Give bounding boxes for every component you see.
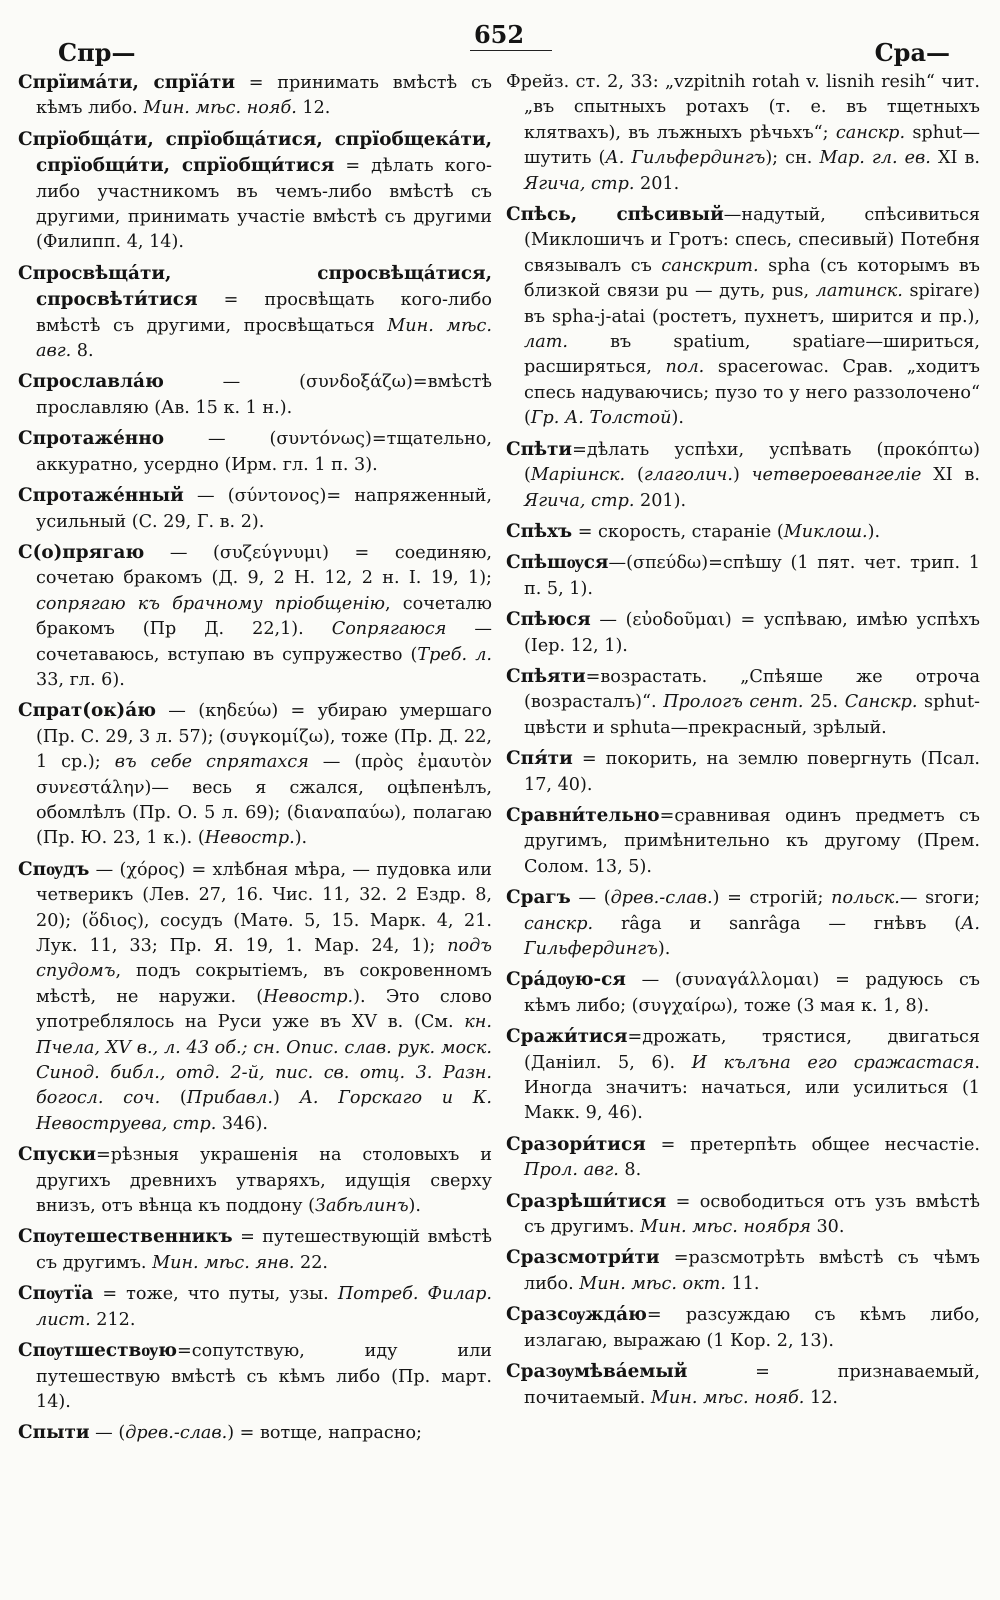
entry-headword: Спѹдъ	[18, 858, 90, 880]
entry-text: = тоже, что путы, узы.	[93, 1284, 338, 1305]
entry-italic-text: А. Гильфердингъ	[605, 148, 766, 169]
dictionary-entry	[506, 885, 980, 962]
entry-text: XI в.	[930, 148, 980, 169]
entry-italic-text: Маріинск.	[530, 465, 626, 486]
entry-text: 8.	[71, 341, 94, 362]
entry-text: = покорить, на землю повергнуть (Псал. 17, 40).	[524, 749, 980, 795]
entry-italic-text: подъ спудомъ	[36, 936, 492, 982]
entry-text: — сочетаваюсь, вступаю въ супружество (	[36, 619, 492, 665]
dictionary-entry	[506, 1359, 980, 1411]
entry-text: = разсуждаю съ кѣмъ либо, излагаю, выражаю (1 Кор. 2, 13).	[524, 1305, 980, 1351]
entry-headword: Спротаже́нный	[18, 485, 184, 507]
dictionary-entry	[506, 70, 980, 197]
entry-text: = претерпѣть общее несчастіе.	[645, 1134, 980, 1155]
entry-italic-text: Ягича, стр.	[524, 490, 635, 511]
entry-text: spacerowac. Срав. „ходитъ спесь надуваючись; пузо то у него раззолочено“ (	[524, 357, 980, 429]
entry-text: 22.	[294, 1252, 329, 1273]
entry-headword: Спѹтешественникъ	[18, 1226, 233, 1248]
dictionary-entry	[506, 1189, 980, 1241]
entry-headword: Спротаже́нно	[18, 428, 164, 450]
entry-headword: Сразсѹжда́ю	[506, 1304, 647, 1326]
entry-text: 12.	[296, 98, 331, 119]
entry-text: = просвѣщать кого-либо вмѣстѣ съ другими, просвѣщаться	[36, 290, 492, 336]
entry-headword: Спуски	[18, 1144, 96, 1166]
entry-italic-text: польск.	[831, 888, 900, 909]
dictionary-entry	[18, 70, 492, 122]
entry-headword: Спѣсь, спѣсивый	[506, 204, 724, 226]
dictionary-entry	[18, 857, 492, 1137]
entry-text: = принимать вмѣстѣ съ кѣмъ либо.	[36, 73, 492, 119]
entry-text: =дѣлать успѣхи, успѣвать (προκόπτω) (	[524, 439, 980, 486]
entry-italic-text: санскр.	[835, 122, 906, 143]
dictionary-entry	[506, 967, 980, 1019]
dictionary-entry	[506, 550, 980, 602]
entry-headword: Спѣюся	[506, 609, 591, 631]
entry-text: spirare) въ spha-j-atai (ростетъ, пухнетъ, ширится и пр.),	[524, 281, 980, 327]
entry-italic-text: Прол. авг.	[524, 1160, 619, 1181]
entry-italic-text: глаголич.	[643, 465, 733, 486]
entry-headword: Спѣти	[506, 438, 573, 460]
page-number-rule	[470, 50, 552, 51]
entry-text: XI в.	[921, 465, 980, 486]
entry-italic-text: Санскр.	[844, 692, 918, 713]
dictionary-entry	[18, 127, 492, 256]
entry-text: Фрейз. ст. 2, 33: „vzpitnih rotah v. lisnih resih“ чит. „въ спытныхъ ротахъ (т. е. въ тщетныхъ клятвахъ), въ лъжныхъ рѣчьхъ“;	[506, 72, 980, 143]
dictionary-entry	[506, 664, 980, 741]
dictionary-entry	[506, 437, 980, 514]
entry-headword: Спѣшѹся	[506, 552, 609, 574]
entry-italic-text: Гр. А. Толстой	[530, 408, 672, 429]
entry-italic-text: Мин. мѣс. янв.	[152, 1252, 295, 1273]
dictionary-entry	[18, 261, 492, 365]
dictionary-entry	[506, 1245, 980, 1297]
dictionary-entry	[18, 483, 492, 535]
entry-text: =дрожать, трястися, двигаться (Даніил. 5, 6).	[524, 1027, 980, 1073]
dictionary-entry	[18, 1420, 492, 1446]
entry-text: въ spatium, spatiare—шириться, расширяться,	[524, 332, 980, 378]
entry-italic-text: Забѣлинъ	[314, 1196, 409, 1217]
entry-headword: Спѣхъ	[506, 520, 573, 542]
entry-headword: Спрославла́ю	[18, 371, 164, 393]
entry-text: = скорость, стараніе (	[572, 521, 784, 542]
entry-text: ). Это слово употреблялось на Руси уже въ XV в. (См.	[36, 986, 492, 1033]
entry-text: 33, гл. 6).	[36, 669, 125, 690]
entry-italic-text: Мин. мѣс. нояб.	[143, 98, 297, 119]
entry-italic-text: Мин. мѣс. ноября	[640, 1217, 811, 1238]
entry-text: )	[732, 465, 752, 486]
entry-text: 11.	[725, 1273, 760, 1294]
entry-text: (	[625, 465, 644, 486]
entry-italic-text: латинск.	[815, 281, 903, 302]
entry-text: = путешествующій вмѣстѣ съ другимъ.	[36, 1227, 492, 1273]
entry-italic-text: Мар. гл. ев.	[819, 148, 931, 169]
entry-text: 212.	[90, 1309, 136, 1330]
entry-italic-text: А. Горскаго и К. Невоструева, стр.	[36, 1088, 493, 1134]
entry-italic-text: Треб. л.	[417, 644, 492, 665]
entry-headword: Спѣяти	[506, 665, 586, 687]
dictionary-entry	[18, 1338, 492, 1415]
entry-text: — (συναγάλλομαι) = радуюсь съ кѣмъ либо; (συγχαίρω), тоже (3 мая к. 1, 8).	[524, 970, 980, 1016]
entry-text: =рѣзныя украшенія на столовыхъ и другихъ древнихъ утваряхъ, идущія сверху внизъ, отъ вѣнца къ поддону (	[36, 1145, 492, 1217]
entry-headword: Сразсмотри́ти	[506, 1247, 660, 1269]
dictionary-entry	[506, 202, 980, 432]
dictionary-entry	[18, 540, 492, 693]
entry-text: sphut— шутить (	[524, 122, 980, 169]
entry-italic-text: въ себе спрятахся	[114, 752, 309, 773]
entry-italic-text: И кълъна его сражастася	[691, 1052, 975, 1073]
entry-text: —(σπεύδω)=спѣшу (1 пят. чет. трип. 1 п. 5, 1).	[524, 553, 980, 599]
entry-italic-text: санскр.	[524, 913, 594, 934]
dictionary-entry	[506, 607, 980, 659]
dictionary-entry	[18, 1224, 492, 1276]
dictionary-entry	[506, 803, 980, 880]
entry-headword: Спрат(ок)а́ю	[18, 700, 156, 722]
entry-text: — (συντόνως)=тщательно, аккуратно, усердно (Ирм. гл. 1 п. 3).	[36, 429, 492, 475]
entry-text: =возрастать. „Спѣяше же отроча (возрасталъ)“.	[524, 666, 980, 713]
entry-headword: Спя́ти	[506, 748, 573, 770]
entry-italic-text: Невостр.	[263, 986, 354, 1007]
dictionary-entry	[506, 1024, 980, 1127]
entry-italic-text: Ягича, стр.	[524, 173, 635, 194]
entry-text: 346).	[216, 1113, 268, 1134]
entry-italic-text: кн. Пчела, XV в., л. 43 об.; сн. Опис. слав. рук. моск. Синод. библ., отд. 2-й, пис. св. отц. 3. Разн. богосл. соч.	[36, 1012, 492, 1109]
entry-headword: Спрїобща́ти, спрїобща́тися, спрїобщека́ти, спрїобщи́ти, спрїобщи́тися	[18, 128, 492, 177]
page-header	[18, 18, 980, 70]
dictionary-entry	[18, 698, 492, 851]
entry-italic-text: Мин. мѣс. окт.	[579, 1273, 726, 1294]
entry-headword: Спросвѣща́ти, спросвѣща́тися, спросвѣти́тися	[18, 262, 492, 311]
entry-headword: Сразори́тися	[506, 1133, 646, 1155]
entry-italic-text: Невостр.	[204, 828, 295, 849]
entry-text: — (συζεύγνυμι) = соединяю, сочетаю бракомъ (Д. 9, 2 Н. 12, 2 н. I. 19, 1);	[36, 542, 492, 589]
entry-text: =разсмотрѣть вмѣстѣ съ чѣмъ либо.	[524, 1248, 980, 1294]
right-column	[506, 70, 980, 1452]
entry-text: — (χόρος) = хлѣбная мѣра, — пудовка или четверикъ (Лев. 27, 16. Чис. 11, 32. 2 Ездр. 8, 20); (ὅδιος), сосудъ (Матѳ. 5, 15. Марк. 4, 21. Лук. 11, 33; Пр. Я. 19, 1. Мар. 24, 1);	[36, 859, 492, 956]
entry-text: râga и sanrâga — гнѣвъ (	[593, 913, 962, 934]
dictionary-entry	[506, 1302, 980, 1354]
guide-word-left: Спр—	[58, 38, 136, 67]
entry-text: — (	[570, 888, 611, 909]
entry-italic-text: пол.	[665, 357, 705, 378]
entry-headword: Спрїима́ти, спрїа́ти	[18, 72, 235, 93]
entry-text: — (εὐοδοῦμαι) = успѣваю, имѣю успѣхъ (Іер. 12, 1).	[524, 610, 980, 656]
entry-headword: Спѹтшествѹю	[18, 1340, 178, 1362]
entry-text: )	[272, 1088, 300, 1109]
entry-headword: Сразѹмѣва́емый	[506, 1361, 688, 1383]
entry-italic-text: лат.	[524, 332, 568, 353]
entry-text: , сочеталю бракомъ (Пр Д. 22,1).	[36, 593, 492, 640]
entry-text: ).	[408, 1196, 422, 1217]
entry-text: 201).	[634, 490, 687, 511]
entry-italic-text: Сопрягаюся	[331, 619, 447, 640]
page-number: 652	[473, 20, 525, 49]
dictionary-entry	[18, 369, 492, 421]
entry-text: ).	[867, 521, 881, 542]
entry-headword: Сра́дѹю-ся	[506, 969, 626, 991]
entry-text: = освободиться отъ узъ вмѣстѣ съ другимъ.	[524, 1191, 980, 1238]
entry-text: sphut- цвѣсти и sphuta—прекрасный, зрѣлый.	[524, 692, 981, 738]
dictionary-entry	[506, 746, 980, 798]
dictionary-entry	[506, 1132, 980, 1184]
left-column	[18, 70, 492, 1452]
entry-text: 12.	[804, 1387, 838, 1408]
entry-italic-text: Миклош.	[783, 521, 868, 542]
entry-text: 201.	[634, 173, 680, 194]
entry-text: ).	[657, 939, 671, 959]
entry-text: = дѣлать кого-либо участникомъ въ чемъ-либо вмѣстѣ съ другими, принимать участіе вмѣстѣ съ другими (Филипп. 4, 14).	[36, 156, 492, 253]
entry-text: spha (съ которымъ въ близкой связи pu — дуть, pus,	[524, 255, 980, 302]
entry-text: — (	[89, 1423, 126, 1444]
entry-text: ) = вотще, напрасно;	[227, 1423, 422, 1444]
entry-italic-text: древ.-слав.	[125, 1423, 228, 1444]
entry-italic-text: санскрит.	[661, 255, 759, 276]
dictionary-entry	[506, 519, 980, 545]
entry-text: ) = строгій;	[712, 888, 832, 909]
entry-text: 8.	[618, 1160, 642, 1181]
entry-text: — (κηδεύω) = убираю умершаго (Пр. С. 29, 3 л. 57); (συγκομίζω), тоже (Пр. Д. 22, 1 ср.);	[36, 701, 492, 773]
entry-headword: Спыти	[18, 1422, 90, 1444]
guide-word-right: Сра—	[874, 38, 950, 67]
entry-italic-text: Потреб. Филар. лист.	[36, 1284, 492, 1330]
entry-text: = признаваемый, почитаемый.	[524, 1362, 980, 1408]
entry-italic-text: Прибавл.	[186, 1088, 273, 1109]
entry-text: — (σύντονος)= напряженный, усильный (С. 29, Г. в. 2).	[36, 486, 492, 532]
dictionary-entry	[18, 426, 492, 478]
dictionary-entry	[18, 1142, 492, 1219]
entry-text: ).	[294, 828, 308, 849]
entry-headword: Срагъ	[506, 887, 571, 909]
entry-text: —надутый, спѣсивиться (Миклошичъ и Гротъ: спесь, спесивый) Потебня связывалъ съ	[524, 205, 981, 276]
entry-headword: Сражи́тися	[506, 1026, 628, 1048]
entry-headword: Сразрѣши́тися	[506, 1190, 667, 1212]
entry-text: 30.	[810, 1217, 845, 1238]
entry-italic-text: Мин. мѣс. авг.	[36, 315, 492, 362]
dictionary-entry	[18, 1281, 492, 1333]
entry-text: . Иногда значитъ: начаться, или усилиться (1 Макк. 9, 46).	[524, 1052, 980, 1124]
entry-text: =сопутствую, иду или путешествую вмѣстѣ съ кѣмъ либо (Пр. март. 14).	[36, 1341, 492, 1412]
entry-italic-text: Прологъ сент.	[663, 692, 804, 713]
entry-headword: Сравни́тельно	[506, 804, 660, 826]
columns	[18, 70, 980, 1452]
entry-italic-text: четвероевангеліе	[751, 465, 922, 486]
entry-headword: С(о)прягаю	[18, 541, 145, 563]
entry-text: 25.	[803, 692, 845, 713]
entry-text: =сравнивая одинъ предметъ съ другимъ, примѣнительно къ другому (Прем. Солом. 13, 5).	[524, 805, 980, 877]
entry-italic-text: сопрягаю къ брачному пріобщенію	[36, 593, 386, 614]
entry-italic-text: древ.-слав.	[610, 888, 713, 909]
entry-headword: Спѹтїа	[18, 1283, 94, 1305]
entry-text: ).	[671, 408, 684, 429]
entry-text: — (συνδοξάζω)=вмѣстѣ прославляю (Ав. 15 к. 1 н.).	[36, 372, 492, 418]
entry-text: ); сн.	[765, 148, 820, 169]
entry-text: — sroги;	[899, 888, 980, 909]
entry-italic-text: Мин. мѣс. нояб.	[650, 1387, 805, 1408]
entry-text: — (πρὸς ἐμαυτὸν συνεστάλην)— весь я сжался, оцѣпенѣлъ, обомлѣлъ (Пр. О. 5 л. 69); (διαναπαύω), полагаю (Пр. Ю. 23, 1 к.). (	[36, 752, 493, 849]
entry-text: , подъ сокрытіемъ, въ сокровенномъ мѣстѣ, не наружи. (	[36, 961, 492, 1007]
entry-text: (	[160, 1088, 187, 1109]
entry-italic-text: А. Гильфердингъ	[524, 913, 980, 959]
